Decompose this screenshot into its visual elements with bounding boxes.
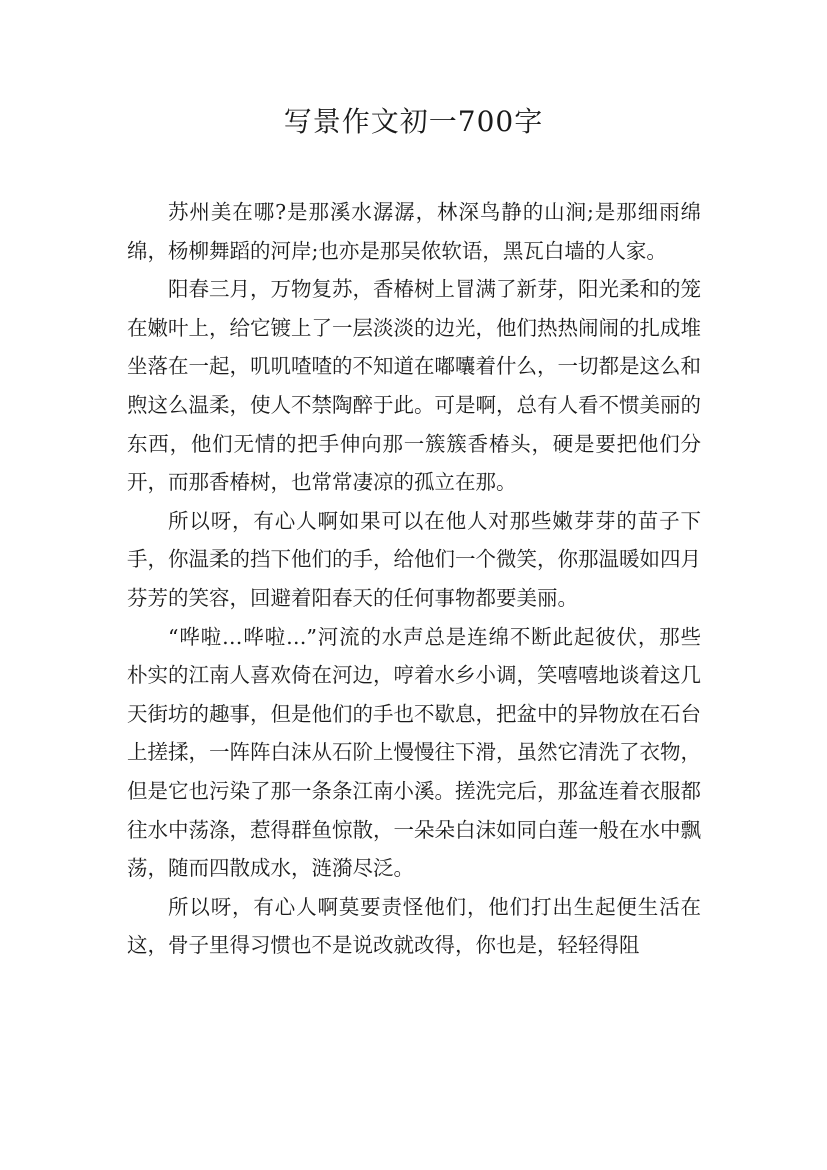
paragraph: 所以呀，有心人啊如果可以在他人对那些嫩芽芽的苗子下手，你温柔的挡下他们的手，给他们一个微笑，你那温暖如四月芬芳的笑容，回避着阳春天的任何事物都要美丽。 xyxy=(127,508,701,610)
document-title: 写景作文初一700字 xyxy=(283,105,544,138)
paragraph: 所以呀，有心人啊莫要责怪他们，他们打出生起便生活在这，骨子里得习惯也不是说改就改得，你也是，轻轻得阻 xyxy=(127,894,701,958)
paragraph: 苏州美在哪?是那溪水潺潺，林深鸟静的山涧;是那细雨绵绵，杨柳舞蹈的河岸;也亦是那吴侬软语，黑瓦白墙的人家。 xyxy=(127,200,701,263)
paragraph: “哗啦…哗啦…”河流的水声总是连绵不断此起彼伏，那些朴实的江南人喜欢倚在河边，哼着水乡小调，笑嘻嘻地谈着这几天街坊的趣事，但是他们的手也不歇息，把盆中的异物放在石台上搓揉，一阵阵白沫从石阶上慢慢往下滑，虽然它清洗了衣物，但是它也污染了那一条条江南小溪。搓洗完后，那盆连着衣服都往水中荡涤，惹得群鱼惊散，一朵朵白沫如同白莲一般在水中飘荡，随而四散成水，涟漪尽泛。 xyxy=(127,624,701,881)
paragraph: 阳春三月，万物复苏，香椿树上冒满了新芽，阳光柔和的笼在嫩叶上，给它镀上了一层淡淡的边光，他们热热闹闹的扎成堆坐落在一起，叽叽喳喳的不知道在嘟囔着什么，一切都是这么和煦这么温柔，使人不禁陶醉于此。可是啊，总有人看不惯美丽的东西，他们无情的把手伸向那一簇簇香椿头，硬是要把他们分开，而那香椿树，也常常凄凉的孤立在那。 xyxy=(127,277,701,495)
document-body xyxy=(127,193,701,965)
